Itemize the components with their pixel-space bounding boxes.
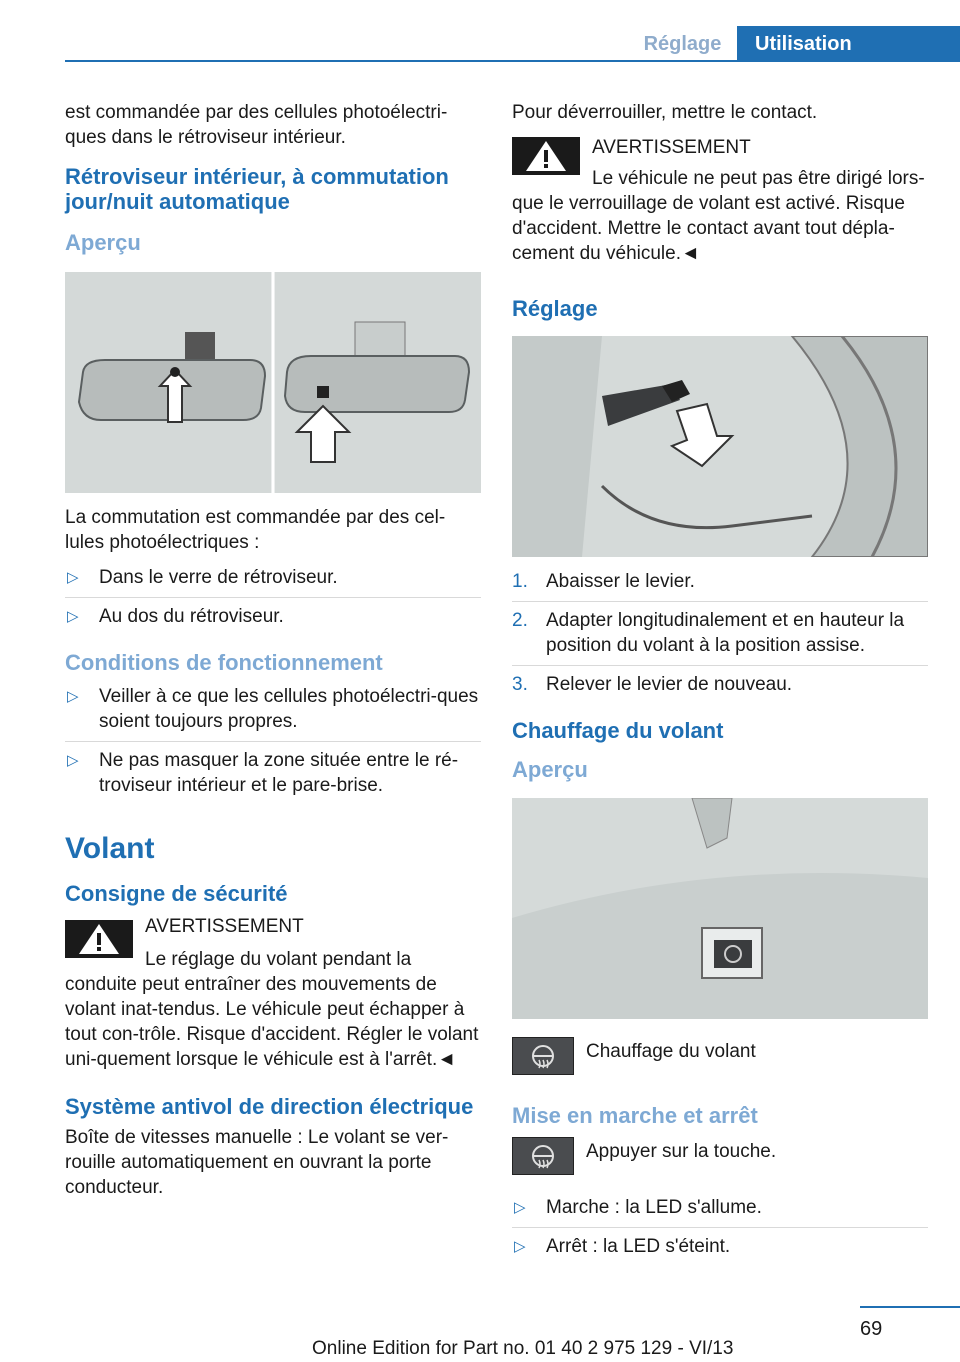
left-column (65, 100, 481, 1200)
mirror-illustration (65, 272, 481, 493)
tab-reglage[interactable]: Réglage (643, 33, 722, 55)
list-item: 3. Relever le levier de nouveau. (512, 674, 793, 695)
heading-mirror: Rétroviseur intérieur, à commutation jour/nuit automatique (65, 164, 449, 214)
mirror-figure (65, 272, 481, 493)
right-column (512, 100, 928, 1266)
steering-heat-icon (512, 1037, 574, 1075)
press-icon-row (512, 1137, 928, 1175)
list-item: ▷ Veiller à ce que les cellules photoélectri-ques soient toujours propres. (65, 678, 481, 742)
tab-utilisation[interactable]: Utilisation (737, 26, 960, 62)
heading-chauffage: Chauffage du volant (512, 718, 724, 743)
heading-antivol: Système antivol de direction électrique (65, 1094, 474, 1119)
bullet-triangle-icon: ▷ (67, 608, 79, 625)
steering-lever-illustration (512, 336, 928, 557)
chauffage-icon-row (512, 1037, 928, 1075)
list-item: ▷ Marche : la LED s'allume. (512, 1189, 928, 1228)
list-item: ▷ Arrêt : la LED s'éteint. (514, 1236, 731, 1257)
warning-triangle-icon (65, 920, 133, 958)
header-rule (65, 60, 737, 62)
led-status-list (512, 1189, 928, 1266)
heading-apercu-mirror: Aperçu (65, 230, 141, 255)
footer-rule (860, 1306, 960, 1308)
heading-apercu-chauffage: Aperçu (512, 757, 588, 782)
bullet-triangle-icon: ▷ (67, 569, 79, 586)
warning-triangle-icon (512, 137, 580, 175)
chauffage-label: Chauffage du volant (586, 1041, 756, 1062)
warning-block-left (65, 914, 481, 1072)
adjust-steps-list (512, 563, 928, 704)
page-number: 69 (860, 1318, 883, 1340)
steering-heater-figure (512, 798, 928, 1019)
cell-location-list (65, 559, 481, 636)
heading-marche: Mise en marche et arrêt (512, 1103, 758, 1128)
warning-title: AVERTISSEMENT (592, 137, 751, 158)
warning-block-right (512, 135, 928, 266)
list-item: ▷ Au dos du rétroviseur. (67, 606, 284, 627)
intro-text: est commandée par des cellules photoélectri-ques dans le rétroviseur intérieur. (65, 102, 448, 148)
antivol-text: Boîte de vitesses manuelle : Le volant se ver-rouille automatiquement en ouvrant la porte conducteur. (65, 1127, 449, 1198)
warning-text: Le véhicule ne peut pas être dirigé lors-que le verrouillage de volant est activé. Risque d'accident. Mettre le contact avant tout dépla-cement du véhicule.◄ (512, 168, 925, 264)
list-item: ▷ Dans le verre de rétroviseur. (65, 559, 481, 598)
heading-conditions: Conditions de fonctionnement (65, 650, 383, 675)
list-item: 2. Adapter longitudinalement et en hauteur la position du volant à la position assise. (512, 602, 928, 666)
bullet-triangle-icon: ▷ (67, 688, 79, 705)
heading-reglage: Réglage (512, 296, 598, 321)
steering-heat-button-icon (512, 1137, 574, 1175)
conditions-list (65, 678, 481, 805)
bullet-triangle-icon: ▷ (514, 1238, 526, 1255)
unlock-text: Pour déverrouiller, mettre le contact. (512, 102, 818, 123)
heading-volant: Volant (65, 832, 155, 865)
bullet-triangle-icon: ▷ (514, 1199, 526, 1216)
warning-title: AVERTISSEMENT (145, 916, 304, 937)
steering-lever-figure (512, 336, 928, 557)
commutation-text: La commutation est commandée par des cel-lules photoélectriques : (65, 507, 446, 553)
heading-consigne: Consigne de sécurité (65, 881, 288, 906)
bullet-triangle-icon: ▷ (67, 752, 79, 769)
list-item: ▷ Ne pas masquer la zone située entre le ré-troviseur intérieur et le pare-brise. (67, 750, 459, 796)
list-item: 1. Abaisser le levier. (512, 563, 928, 602)
press-text: Appuyer sur la touche. (586, 1141, 777, 1162)
steering-heater-illustration (512, 798, 928, 1019)
edition-text: Online Edition for Part no. 01 40 2 975 129 - VI/13 (312, 1338, 734, 1359)
warning-text: Le réglage du volant pendant la conduite peut entraîner des mouvements de volant inat-tendus. Le véhicule peut échapper à tout con-trôle. Risque d'accident. Régler le volant uni-quement lorsque le véhicule est à l'arrêt.◄ (65, 949, 479, 1070)
